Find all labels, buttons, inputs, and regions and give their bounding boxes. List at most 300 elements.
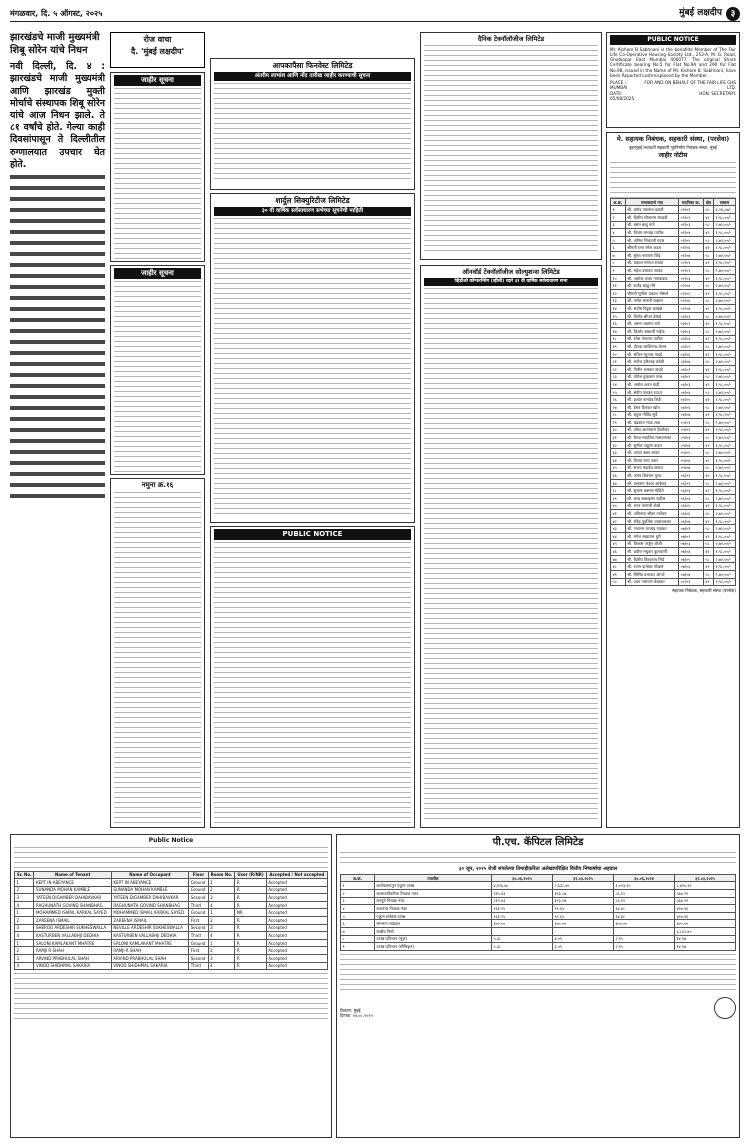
registrar-row [611, 533, 736, 541]
tenant-row-cell: 2 [208, 917, 235, 925]
registrar-row-cell: श्रीमती सुनीता प्रकाश भोसले [625, 290, 679, 298]
registrar-row [611, 221, 736, 229]
ph-row-cell: १६१.२५ [491, 912, 552, 920]
registrar-row [611, 305, 736, 313]
ph-row-cell: ९२.६५ [552, 912, 613, 920]
tenant-row-cell: R [235, 917, 266, 925]
tenant-row-cell: 1 [208, 939, 235, 947]
lead-story-continued [10, 175, 105, 505]
shardul-notice [210, 193, 415, 523]
tenant-row-cell: ARVIND PRABHULAL SHAH [111, 955, 188, 963]
registrar-title: मे. सहायक निबंधक, सहकारी संस्था, (परसेवा) [616, 135, 730, 143]
tenant-row-cell: Second [189, 955, 208, 963]
lead-story-body: नवी दिल्ली, दि. ४ : झारखंडचे माजी मुख्यमंत्री आणि झारखंड मुक्ती मोर्चाचे संस्थापक शिबू सोरेन यांचे आज निधन झाले. ते ८१ वर्षांचे होते. गेल्या काही दिवसांपासून ते दिल्लीतील रुग्णालयात उपचार घेत होते. [10, 61, 105, 170]
registrar-row-cell: ०३/०३ [679, 327, 704, 335]
ph-row-cell: २१५.४३ [491, 897, 552, 905]
ph-row-cell: ८६.१२ [613, 897, 674, 905]
tenant-row-cell: Accepted [266, 924, 327, 932]
tenant-row-cell: Accepted [266, 894, 327, 902]
registrar-row-cell: ०२/०३ [679, 274, 704, 282]
public-notice-top-signature: FOR AND ON BEHALF OF THE FAIR LIFE CHS LTD. [644, 80, 736, 91]
tenant-row-cell: Accepted [266, 917, 327, 925]
registrar-row [611, 396, 736, 404]
registrar-row-cell: ०५/०२ [679, 426, 704, 434]
registrar-row-cell: ४७ [611, 555, 626, 563]
registrar-row-cell: ४२ [703, 350, 713, 358]
registrar-row-cell: १,९८,००/- [713, 457, 735, 465]
ph-table-body [341, 882, 736, 950]
ph-address [340, 852, 736, 866]
ph-table-header [341, 874, 736, 882]
registrar-row [611, 525, 736, 533]
registrar-row-cell: २,७२,००/- [713, 267, 735, 275]
tenant-th: Sr. No. [15, 871, 34, 879]
registrar-row [611, 244, 736, 252]
ph-place: ठिकाण: मुंबई [340, 1008, 361, 1014]
registrar-row-cell: १,९८,००/- [713, 229, 735, 237]
registrar-row-cell: ०५/०६ [679, 457, 704, 465]
registrar-row-cell: १,९८,००/- [713, 335, 735, 343]
tenant-row-cell: 1 [208, 909, 235, 917]
registrar-row-cell: श्री. राजेंद्र बाळू मोरे [625, 282, 679, 290]
tenant-row-cell: R [235, 947, 266, 955]
tenant-row-cell: SALONI KAMLAKANT MHATRE [111, 939, 188, 947]
registrar-row-cell: ०१/०७ [679, 252, 704, 260]
registrar-row-cell: २६ [611, 396, 626, 404]
tenant-row-cell: 4 [15, 901, 34, 909]
tenant-row [15, 932, 328, 940]
tenant-row-cell: Accepted [266, 909, 327, 917]
ph-row-cell: ५६७.२१ [674, 897, 735, 905]
registrar-row-cell: १,९८,००/- [713, 502, 735, 510]
registrar-row-cell: ४८ [611, 563, 626, 571]
registrar-row [611, 388, 736, 396]
registrar-row-cell: ०६/०५ [679, 502, 704, 510]
registrar-row-cell: ०७/०५ [679, 555, 704, 563]
ph-row-cell: २१५.४३ [491, 889, 552, 897]
form-16-notice [110, 478, 205, 828]
ph-row-cell: १२३.८७ [552, 897, 613, 905]
registrar-row-cell: ४२ [703, 517, 713, 525]
page-number: ३ [726, 7, 740, 21]
registrar-row-cell: ९ [611, 267, 626, 275]
registrar-row-cell: २,७२,००/- [713, 282, 735, 290]
ph-row-cell: ३००.०० [491, 920, 552, 928]
registrar-row-cell: ३० [611, 426, 626, 434]
ph-row [341, 905, 736, 913]
registrar-row-cell: ४५ [611, 540, 626, 548]
registrar-row-cell: ३२ [611, 441, 626, 449]
registrar-row-cell: २२ [611, 365, 626, 373]
registrar-row [611, 229, 736, 237]
ph-date: दिनांक: ०४.०८.२०२५ [340, 1013, 373, 1019]
registrar-row-cell: श्री. संजय महादेव जाधव [625, 464, 679, 472]
tenant-row-cell: 2 [15, 886, 34, 894]
registrar-row-cell: श्री. वैभव सदाशिव मालवणकर [625, 434, 679, 442]
registrar-row-cell: ८ [611, 259, 626, 267]
registrar-row-cell: २,७२,००/- [713, 464, 735, 472]
ph-notes [340, 954, 736, 994]
public-notice-mid-title: PUBLIC NOTICE [214, 529, 411, 540]
registrar-row [611, 365, 736, 373]
registrar-row-cell: ४२ [703, 472, 713, 480]
registrar-row [611, 495, 736, 503]
tenant-th: Name of Tenant [34, 871, 111, 879]
registrar-row-cell: श्री. विनोद श्रीपत देसाई [625, 312, 679, 320]
registrar-row [611, 510, 736, 518]
tenant-row [15, 947, 328, 955]
ph-row-cell: ५ [341, 912, 375, 920]
registrar-row-cell: श्री. सचिन रघुनाथ गावडे [625, 350, 679, 358]
form-16-title: नमुना क्र.१६ [141, 481, 174, 489]
registrar-row-cell: २ [611, 214, 626, 222]
registrar-row-cell: ०१/०५ [679, 236, 704, 244]
tenant-row-cell: R [235, 901, 266, 909]
registrar-row-cell: ४२ [703, 290, 713, 298]
registrar-row-cell: २५ [611, 388, 626, 396]
registrar-row-cell: १,९८,००/- [713, 290, 735, 298]
registrar-row-cell: श्री. मंगेश सखाराम धुरी [625, 533, 679, 541]
registrar-row-cell: श्री. उमेश आत्माराम पेडणेकर [625, 426, 679, 434]
ph-row-cell: ५६७.२१ [674, 889, 735, 897]
registrar-row-cell: ५८ [703, 403, 713, 411]
tenant-row-cell: SUNANDA MOHAN KAMBLE [111, 886, 188, 894]
registrar-row [611, 343, 736, 351]
registrar-row-cell: श्री. विलास अर्जुन जोशी [625, 540, 679, 548]
tenant-row-cell: MOHAMMED ISMAIL KARKAL SAYED [111, 909, 188, 917]
tenant-row-cell: SALONI KAMLAKANT MHATRE [34, 939, 111, 947]
ph-row-cell: समभाग भांडवल [374, 920, 491, 928]
public-notice-mid-body [214, 542, 411, 827]
registrar-row-cell: ४२ [703, 441, 713, 449]
online-tech-title: ऑनवॉर्ड टेक्नॉलॉजीज सोल्युशन्स लिमिटेड [462, 268, 560, 276]
tenant-row-cell: MOHAMMED ISMAIL KARKAL SAYED [34, 909, 111, 917]
ph-row-cell: १ [341, 882, 375, 890]
ph-row-cell: २.१५ [613, 935, 674, 943]
tenant-row-cell: R [235, 879, 266, 887]
ph-th: ३१.०३.२०२५ [552, 874, 613, 882]
registrar-row-cell: २,७२,००/- [713, 403, 735, 411]
registrar-row-cell: ४२ [703, 244, 713, 252]
registrar-row-cell: ०७/०६ [679, 563, 704, 571]
online-tech-body [424, 288, 598, 823]
promo-box [110, 32, 205, 68]
registrar-row-cell: ५८ [703, 312, 713, 320]
registrar-row-cell: २,७२,००/- [713, 252, 735, 260]
registrar-row-cell: २,७२,००/- [713, 327, 735, 335]
tenant-row-cell: Third [189, 932, 208, 940]
tenant-row-cell: 4 [208, 962, 235, 970]
registrar-row-cell: ०४/०७ [679, 411, 704, 419]
registrar-row-cell: ०४/०२ [679, 373, 704, 381]
lead-story [10, 32, 105, 707]
tenant-table [14, 871, 328, 971]
registrar-row-cell: ५८ [703, 388, 713, 396]
registrar-row-cell: ०६/०६ [679, 510, 704, 518]
ph-row-cell: ३००.०० [552, 920, 613, 928]
registrar-row-cell: २,७२,००/- [713, 312, 735, 320]
tenant-row-cell: R [235, 955, 266, 963]
registrar-row-cell: ११ [611, 282, 626, 290]
ph-footer [340, 997, 736, 1019]
tenant-row [15, 894, 328, 902]
date-line: मंगळवार, दि. ५ ऑगस्ट, २०२५ [10, 8, 103, 18]
tenant-row-cell: Accepted [266, 955, 327, 963]
registrar-row-cell: २,७२,००/- [713, 495, 735, 503]
registrar-row-cell: ५८ [703, 495, 713, 503]
tenant-row-cell: NR [235, 909, 266, 917]
online-tech-sub: व्हिडीओ कॉन्फरन्सिंग (व्हीसी) व्दारे ३१ वी वार्षिक सर्वसाधारण सभा [424, 278, 598, 286]
tenant-row-cell: KASTURBEN VALLABHJI DEDHIA [34, 932, 111, 940]
ph-th: ३१.०३.२०२५ [674, 874, 735, 882]
online-tech-notice [420, 265, 602, 828]
tenant-row [15, 909, 328, 917]
ph-row-cell: ४ [341, 905, 375, 913]
registrar-row-cell: १,९८,००/- [713, 396, 735, 404]
registrar-row-cell: ५८ [703, 252, 713, 260]
ph-row-cell: ७ [341, 927, 375, 935]
ph-row-cell: ३००.०० [613, 920, 674, 928]
registrar-table-body [611, 206, 736, 586]
ph-row-cell: ३००.०० [674, 920, 735, 928]
tenant-row-cell: Accepted [266, 947, 327, 955]
registrar-row-cell: २,७२,००/- [713, 343, 735, 351]
registrar-row-cell: ४२ [703, 365, 713, 373]
registrar-row-cell: २,७२,००/- [713, 297, 735, 305]
registrar-row-cell: ०३/०२ [679, 320, 704, 328]
tenant-row-cell: 2 [208, 947, 235, 955]
tenant-row-cell: Accepted [266, 879, 327, 887]
registrar-row [611, 267, 736, 275]
registrar-row-cell: श्री. दिलीप विश्वनाथ भिडे [625, 555, 679, 563]
registrar-row-cell: श्री. विजय रामा पवार [625, 457, 679, 465]
registrar-row-cell: १० [611, 274, 626, 282]
registrar-row-cell: ०२/०४ [679, 282, 704, 290]
registrar-row [611, 381, 736, 389]
registrar-row-cell: १,९८,००/- [713, 320, 735, 328]
shardul-body [214, 218, 411, 518]
registrar-row-cell: ५८ [703, 343, 713, 351]
registrar-th: रक्कम [713, 198, 735, 206]
ph-title: पी.एच. कॅपिटल लिमिटेड [492, 837, 584, 848]
jahir-soochna-1 [110, 72, 205, 262]
registrar-row-cell: ४ [611, 229, 626, 237]
registrar-row-cell: ०४/०५ [679, 396, 704, 404]
registrar-row [611, 472, 736, 480]
tenant-row-cell: 4 [208, 932, 235, 940]
registrar-row-cell: ५८ [703, 555, 713, 563]
registrar-row [611, 419, 736, 427]
ph-row [341, 889, 736, 897]
public-notice-bottom-title: Public Notice [148, 837, 194, 844]
registrar-row-cell: श्री. श्याम दामोदर गोखले [625, 563, 679, 571]
tenant-row [15, 917, 328, 925]
registrar-row [611, 290, 736, 298]
registrar-row-cell: ३७ [611, 479, 626, 487]
tenant-row-cell: First [189, 917, 208, 925]
registrar-row [611, 274, 736, 282]
public-notice-top-footer [610, 80, 736, 101]
registrar-row-cell: श्री. भरत तानाजी शेट्ये [625, 502, 679, 510]
registrar-row-cell: ०१/०२ [679, 214, 704, 222]
ph-row [341, 882, 736, 890]
registrar-row-cell: श्री. नितीन भास्कर तावडे [625, 365, 679, 373]
tenant-row-cell: YATEEN DIGAMBER DAHIBAVKAR [111, 894, 188, 902]
tenant-row-cell: RAGHUNATH GOVIND SHANBHAG [111, 901, 188, 909]
registrar-row-cell: ४२ [703, 320, 713, 328]
registrar-row-cell: २,७२,००/- [713, 479, 735, 487]
jahir-soochna-1-body [114, 88, 201, 262]
registrar-th: अ.क्र. [611, 198, 626, 206]
registrar-th: सभासदाचे नाव [625, 198, 679, 206]
tenant-row-cell: Accepted [266, 886, 327, 894]
ph-row-cell: २,६३८.४० [552, 882, 613, 890]
registrar-row-cell: ०७/०७ [679, 570, 704, 578]
registrar-row-cell: ०८/०१ [679, 578, 704, 586]
registrar-row-cell: २७ [611, 403, 626, 411]
public-notice-top-place: PLACE : MUMBAI [610, 80, 628, 91]
ph-row-cell: उत्पन्न प्रतिभाग (मूळ) [374, 935, 491, 943]
registrar-row-cell: ३६ [611, 472, 626, 480]
ph-row-cell: एकूण सर्वंकष उत्पन्न [374, 912, 491, 920]
registrar-row-cell: १,९८,००/- [713, 381, 735, 389]
registrar-row-cell: ०२/०२ [679, 267, 704, 275]
registrar-row-cell: ०७/०४ [679, 548, 704, 556]
ph-row [341, 897, 736, 905]
registrar-row-cell: ०६/०१ [679, 472, 704, 480]
registrar-row-cell: ३९ [611, 495, 626, 503]
registrar-row-cell: ०१/०१ [679, 206, 704, 214]
ph-row-cell: ३.०९ [552, 943, 613, 951]
tenant-row-cell: 1 [208, 879, 235, 887]
tenant-row-cell: Ground [189, 886, 208, 894]
registrar-row-cell: ५८ [703, 449, 713, 457]
registrar-row [611, 555, 736, 563]
tenant-row-cell: 4 [15, 962, 34, 970]
registrar-row-cell: ०५/०४ [679, 441, 704, 449]
registrar-row [611, 479, 736, 487]
registrar-row-cell: ३,२६,८७/- [713, 206, 735, 214]
registrar-row-cell: १,९८,००/- [713, 563, 735, 571]
registrar-row-cell: ०७/०३ [679, 540, 704, 548]
paper-name: मुंबई लक्षदीप [679, 7, 722, 18]
registrar-row-cell: ०२/०१ [679, 259, 704, 267]
registrar-row-cell: १,९८,००/- [713, 517, 735, 525]
registrar-row-cell: श्री. संदीप यशवंत राऊत [625, 388, 679, 396]
registrar-row-cell: ४० [611, 502, 626, 510]
registrar-row-cell: १,९८,००/- [713, 533, 735, 541]
registrar-row [611, 320, 736, 328]
registrar-row-cell: ५८ [703, 221, 713, 229]
tenant-row-cell: 2 [208, 886, 235, 894]
registrar-row-cell: ३३ [611, 449, 626, 457]
registrar-row-cell: ०३/०१ [679, 312, 704, 320]
registrar-row-cell: १,९८,००/- [713, 548, 735, 556]
registrar-row [611, 487, 736, 495]
registrar-row-cell: श्री. अनिल भिकाजी पवार [625, 236, 679, 244]
registrar-row-cell: ४२ [703, 396, 713, 404]
registrar-row-cell: १,९८,००/- [713, 441, 735, 449]
tenant-table-body [15, 879, 328, 970]
public-notice-bottom [10, 834, 332, 1138]
registrar-row-cell: श्री. अशोक शंकर गायकवाड [625, 274, 679, 282]
registrar-row-cell: श्री. सुनील पांडुरंग कदम [625, 441, 679, 449]
registrar-row-cell: १ [611, 206, 626, 214]
registrar-row-cell: श्री. चंद्रकांत भाऊ लाड [625, 419, 679, 427]
ph-row [341, 920, 736, 928]
registrar-row [611, 563, 736, 571]
tenant-row-cell: 1 [15, 879, 34, 887]
tenant-row-cell: 3 [208, 955, 235, 963]
registrar-row-cell: ०७/०१ [679, 525, 704, 533]
registrar-table [610, 198, 736, 586]
registrar-row [611, 259, 736, 267]
ph-row-cell: १२३.८७ [552, 889, 613, 897]
registrar-row [611, 464, 736, 472]
registrar-row [611, 350, 736, 358]
ph-row-cell: राखीव निधी [374, 927, 491, 935]
registrar-row-cell: २,७२,००/- [713, 449, 735, 457]
registrar-row-cell: ४३ [611, 525, 626, 533]
public-notice-bottom-footer [14, 973, 328, 1023]
registrar-row-cell: ५ [611, 236, 626, 244]
registrar-row [611, 517, 736, 525]
registrar-row [611, 252, 736, 260]
tenant-row-cell: 3 [208, 924, 235, 932]
aapkapaisa-body [214, 83, 411, 183]
ph-row-cell: ९२.६५ [552, 905, 613, 913]
registrar-row-cell: २० [611, 350, 626, 358]
registrar-row-cell: ५८ [703, 373, 713, 381]
registrar-row [611, 214, 736, 222]
tenant-row-cell: 3 [15, 924, 34, 932]
registrar-row-cell: श्री. मिलिंद प्रभाकर आपटे [625, 570, 679, 578]
registrar-row-cell: ४४ [611, 533, 626, 541]
registrar-row [611, 502, 736, 510]
registrar-row-cell: २८ [611, 411, 626, 419]
dainik-body [424, 45, 598, 255]
registrar-row-cell: २३ [611, 373, 626, 381]
registrar-row-cell: २,७२,००/- [713, 525, 735, 533]
public-notice-top-sign [644, 80, 736, 101]
registrar-row [611, 312, 736, 320]
ph-row-cell [491, 927, 552, 935]
tenant-row-cell: 3 [15, 894, 34, 902]
aapkapaisa-notice [210, 58, 415, 190]
registrar-row-cell: २,७२,००/- [713, 570, 735, 578]
aapkapaisa-title: आपकापैसा फिनवेस्ट लिमिटेड [272, 61, 353, 70]
ph-place-date [340, 1008, 373, 1019]
registrar-row-cell: १२ [611, 290, 626, 298]
tenant-row-cell: Third [189, 962, 208, 970]
registrar-row-cell: श्री. गणेश मारुती चव्हाण [625, 297, 679, 305]
tenant-th: Floor [189, 871, 208, 879]
registrar-table-header [611, 198, 736, 206]
lead-story-kicker: झारखंडचे माजी मुख्यमंत्री शिबू सोरेन यांचे निधन [10, 32, 100, 56]
registrar-row-cell: श्री. अरुण लक्ष्मण राणे [625, 320, 679, 328]
ph-th: ३०.०६.२०२५ [491, 874, 552, 882]
tenant-row-cell: YATEEN DIGAMBER DAHIBAVKAR [34, 894, 111, 902]
tenant-row-cell: Third [189, 901, 208, 909]
public-notice-top-body: Mr. Kishore B Sabhnani is the bonafide Member of The Fair Life Co-Operative Housing Society Ltd., 253-A, M. G. Road, Ghatkopar East Mumbai 400077. The original Share Certificate bearing No.5 for Flat No.9A and 290 for Flat No.9B, issued in the Name of Mr. Kishore B. Sabhnani, have been Reported Lost/misplaced by the Member. [610, 46, 736, 78]
registrar-row-cell: श्री. वसंत बाबू माने [625, 221, 679, 229]
ph-th: तपशील [374, 874, 491, 882]
ph-row-cell: ३ [341, 897, 375, 905]
shardul-sub: ३० वी वार्षिक सर्वसाधारण सभेच्या सूचनेची माहिती [214, 207, 411, 216]
registrar-row-cell: ४२ [703, 305, 713, 313]
registrar-row-cell: १,९८,००/- [713, 487, 735, 495]
tenant-row-cell: 3 [15, 955, 34, 963]
